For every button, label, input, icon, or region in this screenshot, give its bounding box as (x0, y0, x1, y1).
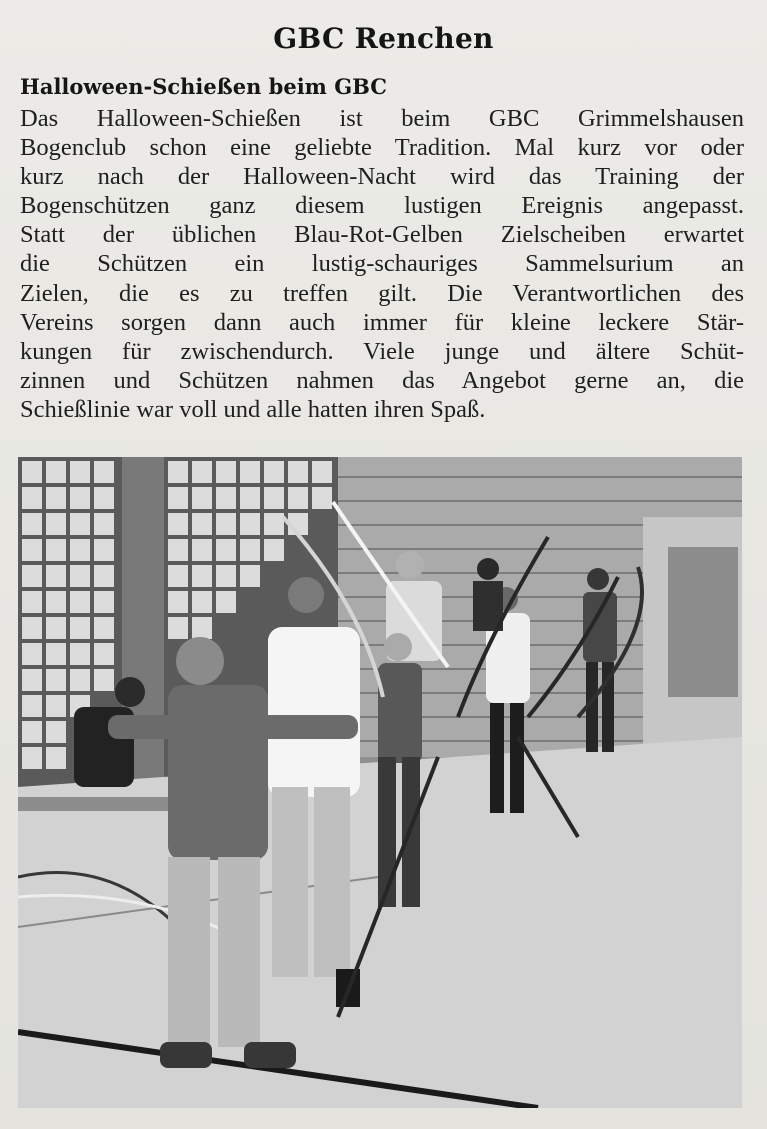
section-masthead: GBC Renchen (273, 22, 494, 55)
article-headline: Halloween-Schießen beim GBC (20, 74, 387, 99)
body-line: Bogenclub schon eine geliebte Tradition. Mal kurz vor oder (20, 134, 744, 162)
article-body (20, 104, 744, 424)
body-line: Vereins sorgen dann auch immer für kleine leckere Stär- (20, 308, 744, 336)
body-line: Das Halloween-Schießen ist beim GBC Grimmelshausen (20, 105, 744, 132)
body-line: kurz nach der Halloween-Nacht wird das Training der (20, 163, 744, 191)
body-line: die Schützen ein lustig-schauriges Sammelsurium an (20, 250, 744, 278)
body-line: zinnen und Schützen nahmen das Angebot gerne an, die (20, 366, 744, 394)
body-line: Schießlinie war voll und alle hatten ihren Spaß. (20, 395, 486, 423)
body-line: kungen für zwischendurch. Viele junge und ältere Schüt- (20, 337, 744, 365)
body-line: Zielen, die es zu treffen gilt. Die Verantwortlichen des (20, 279, 744, 307)
article-photo (18, 457, 742, 1108)
body-line: Statt der üblichen Blau-Rot-Gelben Zielscheiben erwartet (20, 221, 744, 249)
archers-in-gym-photo (18, 457, 742, 1108)
body-line: Bogenschützen ganz diesem lustigen Ereignis angepasst. (20, 192, 744, 220)
